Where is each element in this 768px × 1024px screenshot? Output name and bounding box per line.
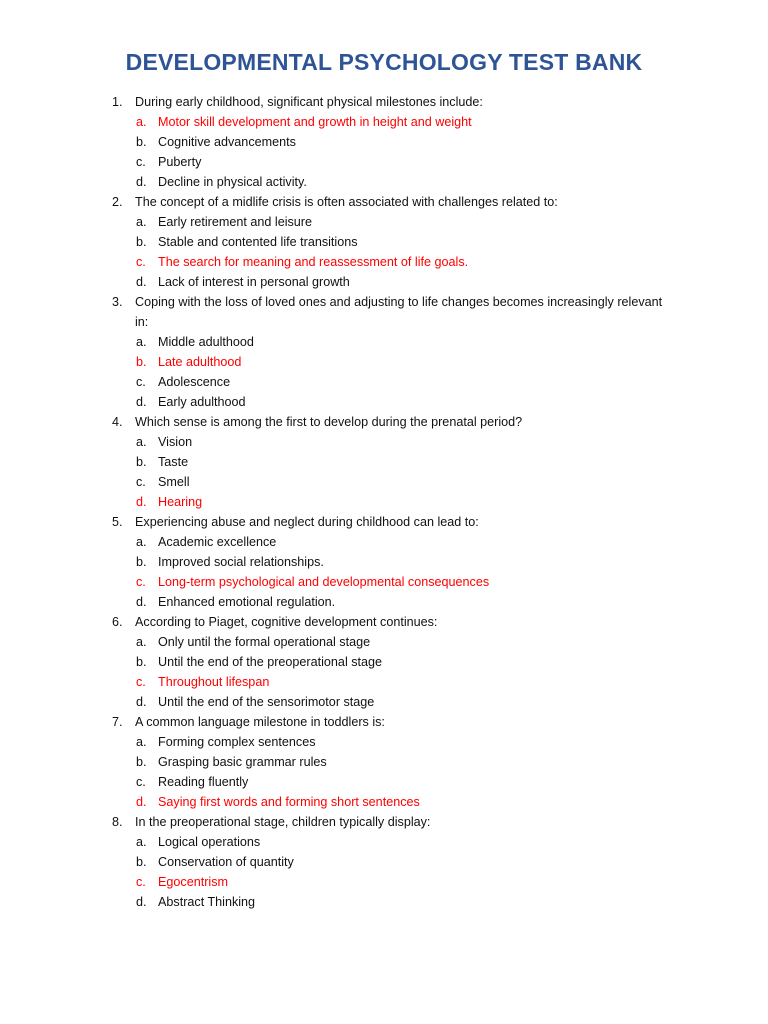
question-text: Experiencing abuse and neglect during childhood can lead to: (135, 515, 479, 529)
answer-option-correct (0, 492, 768, 512)
question-item (0, 612, 768, 712)
option-letter: c. (136, 675, 146, 689)
answer-option (0, 452, 768, 472)
option-letter: d. (136, 695, 147, 709)
question-number: 4. (112, 415, 123, 429)
option-text: Smell (158, 475, 190, 489)
option-letter: d. (136, 595, 147, 609)
answer-option-correct (0, 872, 768, 892)
question-item (0, 192, 768, 292)
option-letter: b. (136, 855, 147, 869)
question-text: During early childhood, significant physical milestones include: (135, 95, 483, 109)
option-letter: c. (136, 255, 146, 269)
answer-option (0, 272, 768, 292)
option-letter: d. (136, 795, 147, 809)
option-text: Egocentrism (158, 875, 228, 889)
answer-option (0, 232, 768, 252)
option-text: Early retirement and leisure (158, 215, 312, 229)
answer-option-correct (0, 112, 768, 132)
option-letter: a. (136, 335, 147, 349)
option-text: Abstract Thinking (158, 895, 256, 909)
question-item (0, 412, 768, 512)
question-item (0, 92, 768, 192)
option-text: Stable and contented life transitions (158, 235, 358, 249)
answer-option-correct (0, 572, 768, 592)
question-item (0, 292, 768, 412)
question-line (0, 812, 768, 832)
option-text: Academic excellence (158, 535, 277, 549)
option-text: Grasping basic grammar rules (158, 755, 327, 769)
option-letter: c. (136, 375, 146, 389)
option-letter: b. (136, 655, 147, 669)
question-text: Coping with the loss of loved ones and adjusting to life changes becomes increasingly relevant (135, 295, 663, 309)
option-text: Motor skill development and growth in height and weight (158, 115, 472, 129)
question-text: in: (135, 315, 149, 329)
option-text: Reading fluently (158, 775, 249, 789)
page-title: DEVELOPMENTAL PSYCHOLOGY TEST BANK (125, 49, 643, 75)
question-text: A common language milestone in toddlers is: (135, 715, 385, 729)
option-letter: a. (136, 635, 147, 649)
option-letter: d. (136, 495, 147, 509)
option-text: Saying first words and forming short sentences (158, 795, 420, 809)
option-text: Enhanced emotional regulation. (158, 595, 336, 609)
option-text: Forming complex sentences (158, 735, 316, 749)
answer-option (0, 472, 768, 492)
option-letter: d. (136, 275, 147, 289)
option-text: Conservation of quantity (158, 855, 294, 869)
option-text: Logical operations (158, 835, 261, 849)
question-line (0, 292, 768, 312)
answer-option (0, 132, 768, 152)
answer-option-correct (0, 252, 768, 272)
option-text: Adolescence (158, 375, 231, 389)
answer-option (0, 172, 768, 192)
question-list (0, 92, 768, 912)
option-letter: c. (136, 155, 146, 169)
option-letter: a. (136, 215, 147, 229)
option-letter: a. (136, 115, 147, 129)
option-letter: b. (136, 235, 147, 249)
option-letter: b. (136, 135, 147, 149)
answer-option (0, 752, 768, 772)
question-text: In the preoperational stage, children typically display: (135, 815, 431, 829)
option-letter: c. (136, 475, 146, 489)
answer-option (0, 832, 768, 852)
question-line (0, 512, 768, 532)
answer-option (0, 892, 768, 912)
option-letter: d. (136, 175, 147, 189)
question-number: 5. (112, 515, 123, 529)
question-line (0, 192, 768, 212)
question-line (0, 312, 768, 332)
option-letter: b. (136, 755, 147, 769)
question-item (0, 512, 768, 612)
answer-option (0, 632, 768, 652)
option-letter: b. (136, 355, 147, 369)
question-line (0, 712, 768, 732)
answer-option (0, 212, 768, 232)
answer-option (0, 432, 768, 452)
option-letter: a. (136, 735, 147, 749)
option-letter: c. (136, 875, 146, 889)
option-text: Vision (158, 435, 193, 449)
answer-option (0, 592, 768, 612)
answer-option-correct (0, 792, 768, 812)
answer-option (0, 852, 768, 872)
answer-option (0, 332, 768, 352)
question-line (0, 92, 768, 112)
question-number: 1. (112, 95, 123, 109)
answer-option (0, 152, 768, 172)
answer-option (0, 552, 768, 572)
question-text: Which sense is among the first to develop during the prenatal period? (135, 415, 523, 429)
question-number: 6. (112, 615, 123, 629)
option-letter: c. (136, 775, 146, 789)
option-text: Lack of interest in personal growth (158, 275, 350, 289)
option-letter: b. (136, 555, 147, 569)
answer-option (0, 692, 768, 712)
option-text: Until the end of the sensorimotor stage (158, 695, 375, 709)
option-text: Hearing (158, 495, 203, 509)
question-number: 8. (112, 815, 123, 829)
option-text: Late adulthood (158, 355, 242, 369)
question-number: 7. (112, 715, 123, 729)
option-text: Only until the formal operational stage (158, 635, 371, 649)
question-line (0, 412, 768, 432)
option-text: Throughout lifespan (158, 675, 270, 689)
answer-option-correct (0, 672, 768, 692)
question-item (0, 712, 768, 812)
option-text: Cognitive advancements (158, 135, 296, 149)
answer-option (0, 392, 768, 412)
answer-option (0, 652, 768, 672)
option-text: Middle adulthood (158, 335, 254, 349)
option-letter: b. (136, 455, 147, 469)
option-letter: c. (136, 575, 146, 589)
option-text: Early adulthood (158, 395, 246, 409)
question-line (0, 612, 768, 632)
option-letter: a. (136, 835, 147, 849)
option-text: Decline in physical activity. (158, 175, 307, 189)
answer-option (0, 772, 768, 792)
question-text: According to Piaget, cognitive development continues: (135, 615, 438, 629)
option-text: Taste (158, 455, 189, 469)
option-text: Improved social relationships. (158, 555, 324, 569)
option-letter: a. (136, 535, 147, 549)
option-text: Long-term psychological and developmental consequences (158, 575, 490, 589)
answer-option-correct (0, 352, 768, 372)
question-text: The concept of a midlife crisis is often associated with challenges related to: (135, 195, 558, 209)
answer-option (0, 372, 768, 392)
question-number: 3. (112, 295, 123, 309)
option-letter: d. (136, 895, 147, 909)
option-text: The search for meaning and reassessment of life goals. (158, 255, 469, 269)
option-letter: d. (136, 395, 147, 409)
question-item (0, 812, 768, 912)
answer-option (0, 732, 768, 752)
option-text: Puberty (158, 155, 202, 169)
option-text: Until the end of the preoperational stage (158, 655, 383, 669)
option-letter: a. (136, 435, 147, 449)
question-number: 2. (112, 195, 123, 209)
answer-option (0, 532, 768, 552)
